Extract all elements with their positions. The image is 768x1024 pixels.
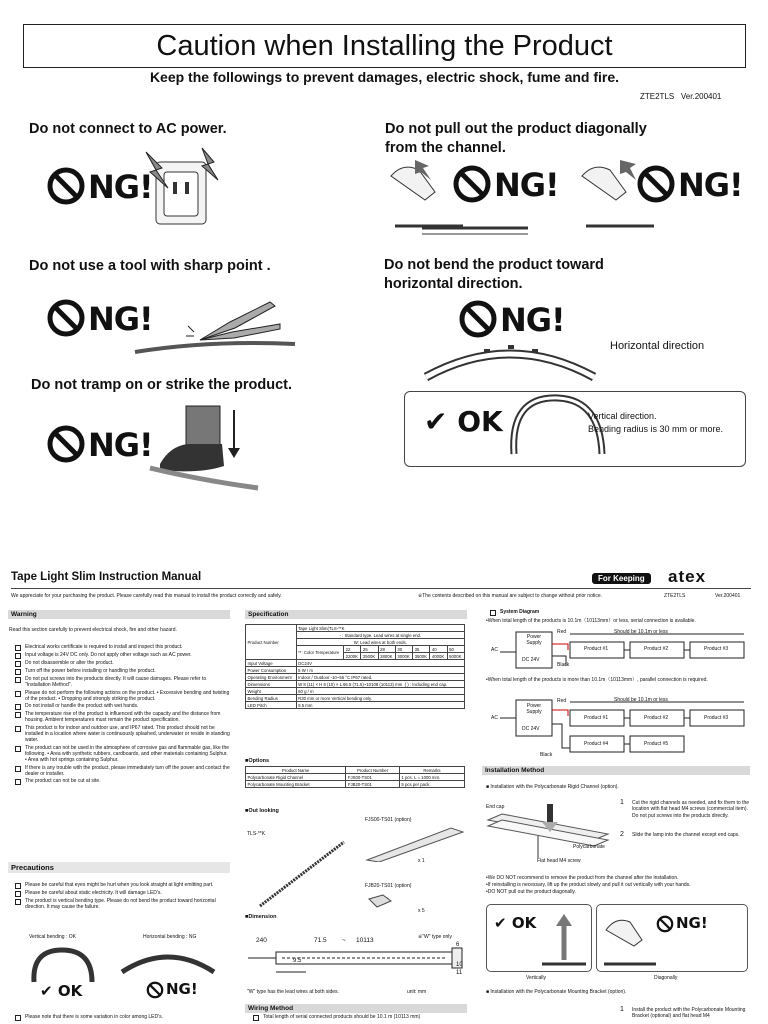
options-table bbox=[245, 766, 465, 788]
prohibition-icon bbox=[458, 299, 498, 339]
end-cap-label: End cap bbox=[486, 804, 505, 810]
length-note: Should be 10.1m or less bbox=[614, 629, 668, 635]
list-item: Please be careful that eyes might be hurt when you look straight at light emitting part. bbox=[15, 882, 230, 889]
prohibition-icon bbox=[46, 166, 86, 206]
dimension-240: 240 bbox=[256, 937, 267, 944]
brand-logo: atex bbox=[668, 567, 707, 586]
checkbox-icon bbox=[15, 712, 21, 718]
manual-model: ZTE2TLS bbox=[664, 593, 686, 599]
options-heading: ■Options bbox=[245, 758, 270, 764]
checkbox-icon bbox=[15, 779, 21, 785]
foot-stamping-illustration bbox=[140, 404, 270, 504]
manual-title: Tape Light Slim Instruction Manual bbox=[11, 571, 202, 583]
outlooking-fjb: FJB20-TS01 (option) bbox=[365, 883, 412, 889]
product-2: Product #2 bbox=[644, 646, 669, 652]
for-keeping-badge: For Keeping bbox=[592, 573, 651, 584]
table-row: W: Lead wires at both ends. bbox=[246, 639, 465, 646]
dc24v-label: DC 24V bbox=[522, 657, 540, 663]
ok-text: OK bbox=[457, 405, 503, 438]
caution-bend-1: Do not bend the product toward bbox=[384, 257, 604, 273]
dimension-10: 10 bbox=[456, 962, 463, 968]
dimension-drawing bbox=[246, 944, 466, 984]
checkbox-icon bbox=[490, 610, 496, 616]
step-2-text: Slide the lamp into the channel except end caps. bbox=[632, 832, 740, 838]
caution-pull-diagonal-2: from the channel. bbox=[385, 140, 506, 156]
checkbox-icon bbox=[15, 726, 21, 732]
vertical-bending-label: Vertical bending : OK bbox=[29, 934, 76, 940]
bracket-illustration bbox=[367, 893, 393, 911]
caution-pull-diagonal-1: Do not pull out the product diagonally bbox=[385, 121, 647, 137]
divider bbox=[11, 588, 751, 589]
table-row: Dimensions W 8 (11) × H 6 (10) × L 66.5 (71.5)~10108 (10113) mm ( ) : Including end cap. bbox=[246, 681, 465, 688]
product-1: Product #1 bbox=[584, 715, 609, 721]
dimension-heading: ■Dimension bbox=[245, 914, 277, 920]
prohibition-icon bbox=[46, 298, 86, 338]
dimension-6: 6 bbox=[456, 942, 460, 948]
install-note-2: •If reinstalling is necessary, lift up the product slowly and pull it out vertically with your hands. bbox=[486, 882, 691, 888]
page-title: Caution when Installing the Product bbox=[23, 24, 746, 68]
rigid-channel-illustration bbox=[365, 826, 465, 862]
step-3-number: 1 bbox=[620, 1006, 624, 1013]
caution-bend-2: horizontal direction. bbox=[384, 276, 523, 292]
list-item: The product can not be used in the atmosphere of corrosive gas and flammable gas, like the following. • Area with synthetic rubbers, cardboards, and other materials containing Sulphur. • Area with hot springs containing Sulphur. bbox=[15, 745, 230, 764]
prohibition-icon bbox=[452, 164, 492, 204]
checkbox-icon bbox=[15, 669, 21, 675]
table-row: 2200K 2500K 2800K 3000K 3500K 4000K 5000K bbox=[246, 653, 465, 660]
specification-table bbox=[245, 624, 465, 709]
table-row: Operating Environment Indoor / Outdoor -10~55 °C IP67 rated. bbox=[246, 674, 465, 681]
check-icon: ✔ bbox=[424, 405, 448, 438]
diagonally-label: Diagonally bbox=[654, 975, 678, 981]
list-item: Electrical works certificate is required to install and inspect this product. bbox=[15, 644, 230, 651]
outlooking-fjs: FJS00-TS01 (option) bbox=[365, 817, 412, 823]
dimension-9-5: 9.5 bbox=[293, 958, 302, 964]
checkbox-icon bbox=[15, 766, 21, 772]
ng-mark bbox=[146, 980, 206, 1002]
caution-sharp-tool: Do not use a tool with sharp point . bbox=[29, 258, 271, 274]
ng-mark bbox=[452, 160, 562, 210]
doc-reference: ZTE2TLS Ver.200401 bbox=[640, 92, 722, 101]
list-item: Do not install or handle the product with wet hands. bbox=[15, 703, 230, 710]
prohibition-icon bbox=[146, 981, 164, 999]
ng-label: NG! bbox=[88, 168, 153, 206]
horizontal-bend-small-illustration bbox=[118, 946, 218, 976]
tape-light-illustration bbox=[256, 838, 348, 910]
list-item: Turn off the power before installing or handling the product. bbox=[15, 668, 230, 675]
prohibition-icon bbox=[636, 164, 676, 204]
dimension-71-5: 71.5 bbox=[314, 937, 327, 944]
black-wire-label: Black bbox=[540, 752, 553, 758]
dimension-unit: unit: mm bbox=[407, 989, 427, 995]
system-heading bbox=[490, 609, 539, 617]
black-wire-label: Black bbox=[557, 662, 570, 668]
warning-lead: Read this section carefully to prevent electrical shock, fire and other hazard. bbox=[9, 627, 177, 633]
check-icon: ✔ bbox=[494, 914, 507, 932]
horizontal-direction-label: Horizontal direction bbox=[610, 340, 705, 352]
step-1-number: 1 bbox=[620, 799, 624, 806]
installation-sub-2: ■ Installation with the Polycarbonate Mounting Bracket (option). bbox=[486, 989, 627, 995]
product-4: Product #4 bbox=[584, 741, 609, 747]
horizontal-bend-illustration bbox=[420, 335, 600, 385]
manual-intro: We appreciate for your purchasing the product. Please carefully read this manual to install the product correctly and safely. bbox=[11, 593, 282, 599]
checkbox-icon bbox=[15, 899, 21, 905]
precautions-heading: Precautions bbox=[8, 862, 230, 873]
ng-label: NG! bbox=[500, 301, 565, 339]
ok-label: ✔ OK bbox=[494, 914, 537, 932]
ng-mark bbox=[636, 160, 746, 210]
dimension-10113: 10113 bbox=[356, 937, 374, 944]
wiring-item bbox=[253, 1014, 465, 1022]
step-3-text: Install the product with the Polycarbonate Mounting Bracket (optional) and flat head M4 bbox=[632, 1007, 746, 1020]
step-1-text: Cut the rigid channels as needed, and fix them to the location with flat head M4 screws (commercial item). Do not put screws into the products directly. bbox=[632, 800, 750, 819]
outlooking-x5: x 5 bbox=[418, 908, 425, 914]
checkbox-icon bbox=[15, 891, 21, 897]
checkbox-icon bbox=[15, 746, 21, 752]
ok-line-1: Vertical direction. bbox=[588, 411, 657, 421]
list-item: This product is for indoor and outdoor use, and IP67 rated. This product should not be installed in a location where water is continuously splashed, underwater or reside in standing water. bbox=[15, 725, 230, 744]
length-note: Should be 10.1m or less bbox=[614, 697, 668, 703]
ac-outlet-illustration bbox=[140, 142, 220, 232]
checkbox-icon bbox=[15, 704, 21, 710]
wiring-heading: Wiring Method bbox=[245, 1004, 467, 1013]
dimension-11: 11 bbox=[456, 970, 463, 976]
table-row: Product Number Tape Light Slim(TLS-**K bbox=[246, 625, 465, 632]
ng-label: NG! bbox=[166, 980, 198, 998]
horizontal-bending-label: Horizontal bending : NG bbox=[143, 934, 197, 940]
vertically-label: Vertically bbox=[526, 975, 547, 981]
list-item: The temperature rise of the product is influenced with the capacity and the distance from housing. Ambient temperatures must remain the product specification. bbox=[15, 711, 230, 724]
installation-heading: Installation Method bbox=[482, 766, 750, 775]
ac-label: AC bbox=[491, 715, 498, 721]
diagonal-pull-illustration bbox=[600, 910, 660, 968]
ng-label: NG! bbox=[494, 166, 559, 204]
list-item: The product can not be cut at site. bbox=[15, 778, 230, 785]
ac-label: AC bbox=[491, 647, 498, 653]
ng-mark bbox=[656, 914, 736, 936]
list-item: Please note that there is some variation in color among LED's. bbox=[15, 1014, 230, 1021]
warning-heading: Warning bbox=[8, 610, 230, 619]
vertical-bend-small-illustration bbox=[26, 944, 98, 984]
install-note-1: •We DO NOT recommend to remove the product from the channel after the installation. bbox=[486, 875, 679, 881]
list-item: Total length of serial connected products should be 10.1 m (10113 mm) bbox=[253, 1014, 465, 1021]
product-2: Product #2 bbox=[644, 715, 669, 721]
check-icon: ✔ bbox=[40, 982, 53, 1000]
ok-label: ✔ OK bbox=[40, 982, 83, 1000]
polycarbonate-label: Polycarbonate bbox=[573, 844, 605, 850]
ng-label: NG! bbox=[88, 300, 153, 338]
list-item: Do not put screws into the products directly. It will cause damages. Please refer to "Installation Method". bbox=[15, 676, 230, 689]
checkbox-icon bbox=[15, 677, 21, 683]
channel-illustration bbox=[420, 206, 530, 238]
dimension-wtype: ※"W" type only bbox=[418, 934, 452, 940]
list-item: Please be careful about static electricity. It will damage LED's. bbox=[15, 890, 230, 897]
step-2-number: 2 bbox=[620, 831, 624, 838]
precautions-list bbox=[15, 882, 230, 912]
outlooking-heading: ■Out looking bbox=[245, 808, 279, 814]
list-item: Please do not perform the following actions on the product. • Excessive bending and twisting of the product. • Dropping and strongly striking the product. bbox=[15, 690, 230, 703]
table-row: - : Standard type. Lead wires at single end. bbox=[246, 632, 465, 639]
product-5: Product #5 bbox=[644, 741, 669, 747]
table-row: **: Color Temperature 22 25 28 30 35 40 50 bbox=[246, 646, 465, 653]
page-subtitle: Keep the followings to prevent damages, electric shock, fume and fire. bbox=[149, 69, 620, 85]
prohibition-icon bbox=[656, 915, 674, 933]
ng-label: NG! bbox=[678, 166, 743, 204]
vertical-pull-illustration bbox=[540, 912, 588, 968]
system-line-1: •When total length of the products is 10.1m（10113mm）or less, serial connection is available. bbox=[486, 618, 696, 624]
power-supply-label: Power Supply bbox=[526, 634, 542, 647]
ng-label: NG! bbox=[676, 914, 708, 932]
list-item: The product is vertical bending type. Please do not bend the product toward horizontal direction. It may cause the failure. bbox=[15, 898, 230, 911]
product-3: Product #3 bbox=[704, 646, 729, 652]
pliers-illustration bbox=[130, 292, 300, 362]
specification-heading: Specification bbox=[245, 610, 467, 619]
list-item: Input voltage is 24V DC only. Do not apply other voltage such as AC power. bbox=[15, 652, 230, 659]
table-row: LED Pitch 9.5 mm bbox=[246, 702, 465, 709]
ng-mark bbox=[46, 162, 151, 212]
table-row: Input Voltage DC24V bbox=[246, 660, 465, 667]
table-row: Power Consumption 5 W / m bbox=[246, 667, 465, 674]
manual-notice: ※The contents described on this manual are subject to change without prior notice. bbox=[418, 593, 603, 599]
ok-line-2: Bending radius is 30 mm or more. bbox=[588, 424, 724, 434]
installation-sub-1: ■ Installation with the Polycarbonate Rigid Channel (option). bbox=[486, 784, 619, 790]
manual-version: Ver.200401 bbox=[715, 593, 741, 599]
outlooking-x1: x 1 bbox=[418, 858, 425, 864]
list-item: If there is any trouble with the product, please immediately turn off the power and contact the dealer or installer. bbox=[15, 765, 230, 778]
checkbox-icon bbox=[15, 653, 21, 659]
red-wire-label: Red bbox=[557, 629, 567, 635]
precautions-last bbox=[15, 1014, 230, 1022]
table-row: Bending Radius R30 mm or more Vertical bending only. bbox=[246, 695, 465, 702]
checkbox-icon bbox=[15, 691, 21, 697]
install-note-3: •DO NOT pull out the product diagonally. bbox=[486, 889, 576, 895]
red-wire-label: Red bbox=[557, 698, 567, 704]
table-row: Polycarbonate Mounting Bracket FJB20-TS01 5 pcs per pack. bbox=[246, 781, 465, 788]
screw-label: Flat head M4 screw bbox=[537, 858, 581, 864]
checkbox-icon bbox=[15, 661, 21, 667]
warning-list bbox=[15, 644, 230, 786]
prohibition-icon bbox=[46, 424, 86, 464]
dimension-sep: ~ bbox=[342, 937, 346, 944]
list-item: System Diagram bbox=[490, 609, 539, 616]
list-item: Do not disassemble or alter the product. bbox=[15, 660, 230, 667]
caution-tramp: Do not tramp on or strike the product. bbox=[31, 377, 293, 393]
ng-label: NG! bbox=[88, 426, 153, 464]
checkbox-icon bbox=[15, 645, 21, 651]
table-row: Weight 60 g / m bbox=[246, 688, 465, 695]
product-3: Product #3 bbox=[704, 715, 729, 721]
outlooking-tls: TLS-**K bbox=[247, 831, 266, 837]
product-1: Product #1 bbox=[584, 646, 609, 652]
ok-label bbox=[424, 405, 503, 438]
dimension-note: "W" type has the lead wires at both sides. bbox=[247, 989, 339, 995]
table-row: Product Name Product Number Remarks bbox=[246, 767, 465, 774]
system-line-2: •When total length of the products is more than 10.1m（10113mm）, parallel connection is required. bbox=[486, 677, 708, 683]
dc24v-label: DC 24V bbox=[522, 726, 540, 732]
ng-mark bbox=[46, 420, 151, 470]
checkbox-icon bbox=[15, 883, 21, 889]
checkbox-icon bbox=[253, 1015, 259, 1021]
caution-ac-power: Do not connect to AC power. bbox=[29, 121, 227, 137]
table-row: Polycarbonate Rigid Channel FJS00-TS01 1 pcs. L = 1000 mm. bbox=[246, 774, 465, 781]
checkbox-icon bbox=[15, 1015, 21, 1021]
power-supply-label: Power Supply bbox=[526, 703, 542, 716]
